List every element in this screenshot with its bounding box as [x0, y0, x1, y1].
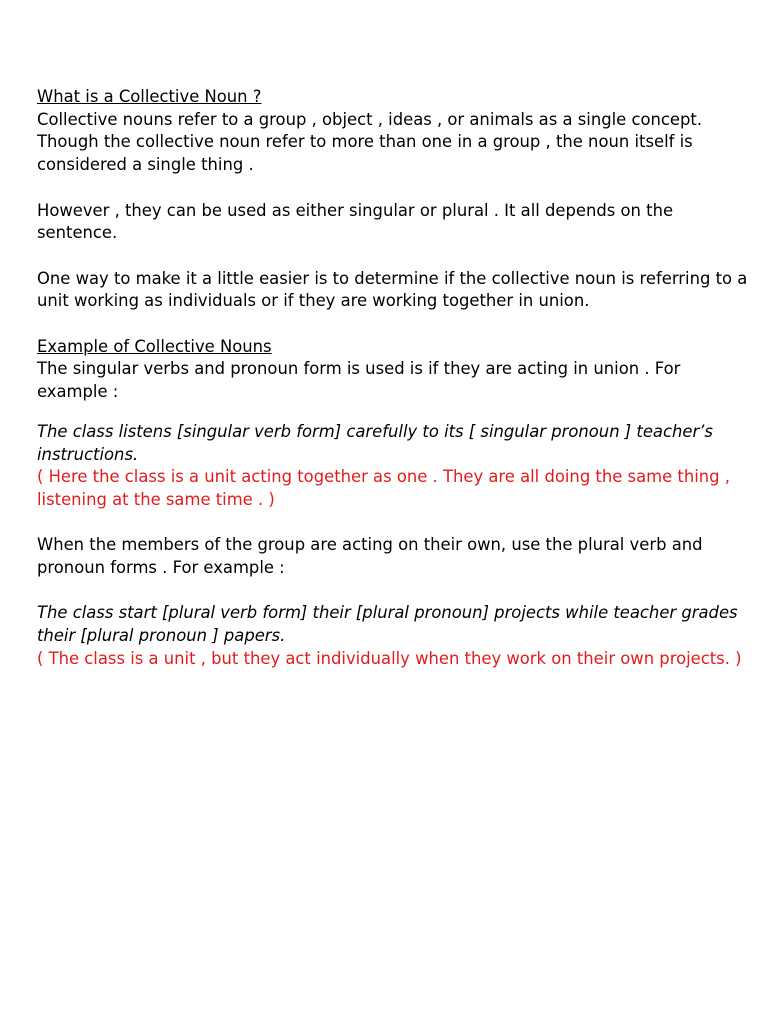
document-page: [37, 86, 749, 671]
note-plural: ( The class is a unit , but they act individually when they work on their own projects. ): [37, 648, 742, 668]
paragraph-definition: Collective nouns refer to a group , object , ideas , or animals as a single concept. Though the collective noun refer to more than one in a group , the noun itself is considered a single thing .: [37, 109, 703, 175]
heading-examples: Example of Collective Nouns: [37, 336, 272, 356]
spacer: [37, 404, 749, 421]
paragraph-singular-plural: However , they can be used as either singular or plural . It all depends on the sentence.: [37, 200, 674, 243]
spacer: [37, 512, 749, 535]
example-singular: The class listens [singular verb form] carefully to its [ singular pronoun ] teacher’s instructions.: [37, 421, 713, 464]
paragraph-singular-usage: The singular verbs and pronoun form is used is if they are acting in union . For example :: [37, 359, 681, 402]
paragraph-plural-usage: When the members of the group are acting on their own, use the plural verb and pronoun forms . For example :: [37, 535, 703, 577]
heading-what-is-collective-noun: What is a Collective Noun ?: [37, 87, 262, 106]
spacer: [37, 177, 749, 200]
spacer: [37, 580, 749, 603]
note-singular: ( Here the class is a unit acting together as one . They are all doing the same thing , listening at the same time . ): [37, 467, 730, 509]
spacer: [37, 313, 749, 336]
paragraph-determine: One way to make it a little easier is to determine if the collective noun is referring to a unit working as individuals or if they are working together in union.: [37, 268, 748, 311]
spacer: [37, 245, 749, 268]
example-plural: The class start [plural verb form] their [plural pronoun] projects while teacher grades their [plural pronoun ] papers.: [37, 603, 738, 646]
